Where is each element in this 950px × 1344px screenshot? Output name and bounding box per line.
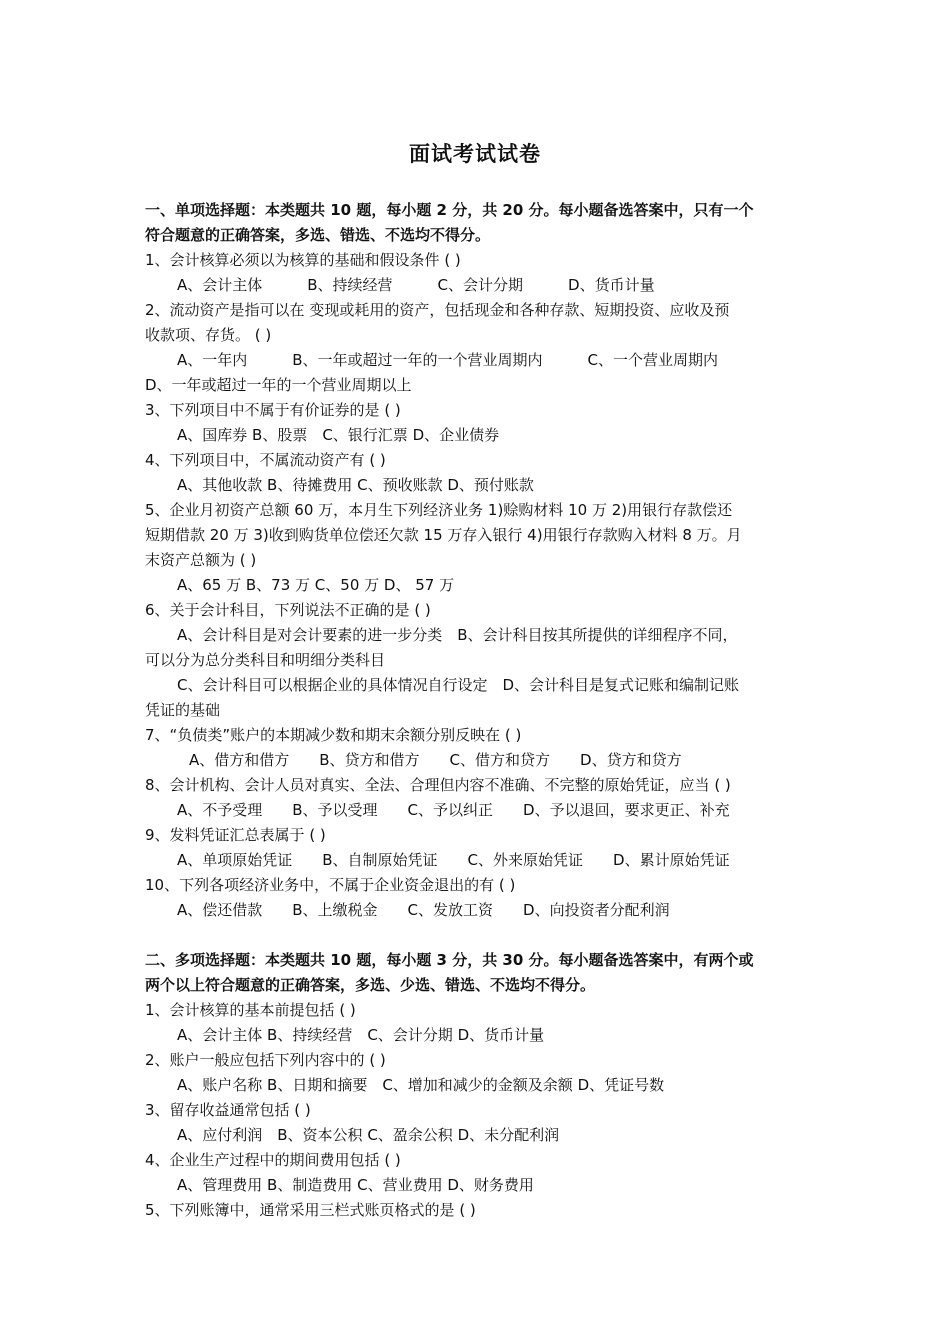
question-options: A、会计主体 B、持续经营 C、会计分期 D、货币计量: [177, 276, 655, 294]
question-options: A、单项原始凭证 B、自制原始凭证 C、外来原始凭证 D、累计原始凭证: [177, 851, 730, 869]
question-options: A、不予受理 B、予以受理 C、予以纠正 D、予以退回，要求更正、补充: [177, 801, 730, 819]
question-options: A、会计科目是对会计要素的进一步分类 B、会计科目按其所提供的详细程序不同，: [177, 626, 738, 644]
question-text: 1、会计核算必须以为核算的基础和假设条件 ( ): [145, 251, 461, 269]
question-text: 8、会计机构、会计人员对真实、全法、合理但内容不准确、不完整的原始凭证，应当 ( ): [145, 776, 731, 794]
question-text: 9、发料凭证汇总表属于 ( ): [145, 826, 326, 844]
question-options: A、会计主体 B、持续经营 C、会计分期 D、货币计量: [177, 1026, 545, 1044]
section1-heading: 一、单项选择题：本类题共 10 题，每小题 2 分，共 20 分。每小题备选答案中，只有一个: [145, 201, 754, 219]
question-options-cont: 凭证的基础: [145, 701, 221, 719]
question-text: 7、“负债类”账户的本期减少数和期末余额分别反映在 ( ): [145, 726, 522, 744]
section1-heading-cont: 符合题意的正确答案，多选、错选、不选均不得分。: [145, 226, 491, 244]
question-options-cont: D、一年或超过一年的一个营业周期以上: [145, 376, 412, 394]
question-text: 5、企业月初资产总额 60 万，本月生下列经济业务 1)赊购材料 10 万 2)用银行存款偿还: [145, 501, 733, 519]
question-text: 2、账户一般应包括下列内容中的 ( ): [145, 1051, 386, 1069]
question-options: A、账户名称 B、日期和摘要 C、增加和减少的金额及余额 D、凭证号数: [177, 1076, 665, 1094]
question-options: A、管理费用 B、制造费用 C、营业费用 D、财务费用: [177, 1176, 534, 1194]
page-title: 面试考试试卷: [409, 142, 541, 166]
question-text: 1、会计核算的基本前提包括 ( ): [145, 1001, 356, 1019]
question-options: A、一年内 B、一年或超过一年的一个营业周期内 C、一个营业周期内: [177, 351, 719, 369]
question-options: C、会计科目可以根据企业的具体情况自行设定 D、会计科目是复式记账和编制记账: [177, 676, 740, 694]
question-options: A、65 万 B、73 万 C、50 万 D、 57 万: [177, 576, 455, 594]
question-text-cont: 短期借款 20 万 3)收到购货单位偿还欠款 15 万存入银行 4)用银行存款购入材料 8 万。月: [145, 526, 742, 544]
question-text: 5、下列账簿中，通常采用三栏式账页格式的是 ( ): [145, 1201, 476, 1219]
question-text-cont: 末资产总额为 ( ): [145, 551, 257, 569]
question-options: A、应付利润 B、资本公积 C、盈余公积 D、未分配利润: [177, 1126, 560, 1144]
question-text-cont: 收款项、存货。 ( ): [145, 326, 272, 344]
question-text: 4、企业生产过程中的期间费用包括 ( ): [145, 1151, 401, 1169]
question-text: 3、下列项目中不属于有价证券的是 ( ): [145, 401, 401, 419]
question-text: 2、流动资产是指可以在 变现或耗用的资产，包括现金和各种存款、短期投资、应收及预: [145, 301, 730, 319]
question-options: A、偿还借款 B、上缴税金 C、发放工资 D、向投资者分配利润: [177, 901, 670, 919]
exam-content: [145, 198, 810, 1223]
question-text: 6、关于会计科目，下列说法不正确的是 ( ): [145, 601, 431, 619]
question-options: A、其他收款 B、待摊费用 C、预收账款 D、预付账款: [177, 476, 534, 494]
section-spacer: [145, 923, 810, 948]
question-options: A、国库券 B、股票 C、银行汇票 D、企业债券: [177, 426, 500, 444]
section2-heading: 二、多项选择题：本类题共 10 题，每小题 3 分，共 30 分。每小题备选答案中，有两个或: [145, 951, 754, 969]
question-text: 10、下列各项经济业务中，不属于企业资金退出的有 ( ): [145, 876, 516, 894]
question-options: A、借方和借方 B、贷方和借方 C、借方和贷方 D、贷方和贷方: [189, 751, 682, 769]
question-text: 4、下列项目中，不属流动资产有 ( ): [145, 451, 386, 469]
question-options-cont: 可以分为总分类科目和明细分类科目: [145, 651, 386, 669]
question-text: 3、留存收益通常包括 ( ): [145, 1101, 311, 1119]
section2-heading-cont: 两个以上符合题意的正确答案，多选、少选、错选、不选均不得分。: [145, 976, 596, 994]
